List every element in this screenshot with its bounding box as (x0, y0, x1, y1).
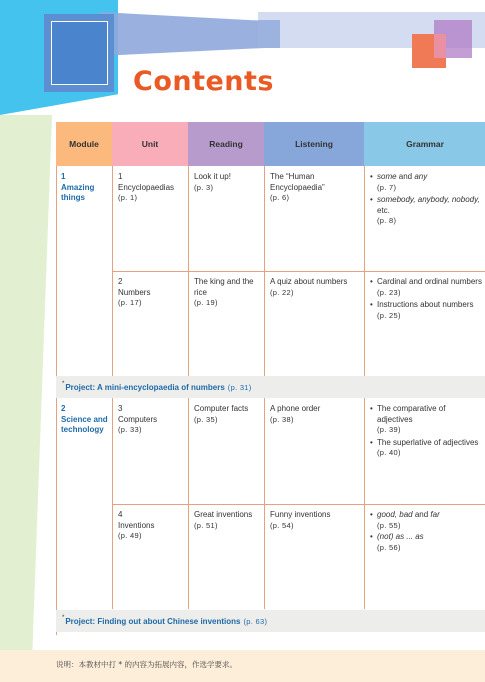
optional-marker: * (62, 381, 65, 387)
reading-page: (p. 51) (194, 520, 218, 530)
decor-pink-overlap (434, 34, 446, 58)
grammar-page: (p. 56) (377, 542, 401, 552)
unit-page: (p. 49) (118, 531, 142, 540)
unit-name: Encyclopaedias (118, 182, 175, 192)
grammar-item (370, 277, 482, 298)
reading-1 (194, 172, 262, 193)
module-number: 1 (61, 172, 66, 181)
listening-title: Funny inventions (270, 510, 331, 519)
header-grammar: Grammar (364, 122, 485, 166)
project-page: (p. 63) (243, 616, 268, 626)
decor-green-strip (0, 115, 52, 655)
unit-2 (118, 277, 186, 309)
grammar-page: (p. 7) (377, 182, 397, 192)
footer-note: 说明：本教材中打 * 的内容为拓展内容，作选学要求。 (56, 660, 238, 669)
grammar-1 (370, 172, 482, 227)
header-listening: Listening (264, 122, 364, 166)
listening-3 (270, 404, 362, 425)
listening-page: (p. 38) (270, 414, 294, 424)
grammar-term: some (377, 172, 397, 181)
reading-2 (194, 277, 262, 309)
listening-2 (270, 277, 362, 298)
project-1 (56, 376, 485, 398)
grid-line (112, 504, 485, 505)
grammar-page: (p. 8) (377, 216, 397, 225)
grammar-item (370, 404, 482, 436)
grammar-3 (370, 404, 482, 459)
reading-4 (194, 510, 262, 531)
grammar-item (370, 532, 482, 553)
unit-name: Numbers (118, 287, 151, 297)
unit-1 (118, 172, 186, 204)
module-number: 2 (61, 404, 66, 413)
grammar-item (370, 438, 482, 459)
listening-title: A quiz about numbers (270, 277, 348, 286)
header-module: Module (56, 122, 112, 166)
reading-page: (p. 3) (194, 182, 214, 192)
grammar-connector: etc. (377, 205, 390, 215)
reading-title: The king and the rice (194, 277, 254, 297)
module-2 (61, 404, 115, 436)
grammar-text: Cardinal and ordinal numbers (377, 277, 482, 286)
listening-1 (270, 172, 340, 204)
module-name-line1: Amazing (61, 182, 95, 192)
project-label: Project: Finding out about Chinese inventions (65, 616, 241, 626)
reading-title: Computer facts (194, 404, 249, 413)
decor-blue-band (100, 12, 280, 56)
unit-3 (118, 404, 186, 436)
unit-number: 3 (118, 404, 123, 413)
module-name-line2: technology (61, 425, 104, 434)
grammar-page: (p. 25) (377, 310, 401, 320)
decor-blue-square-outline (51, 21, 108, 85)
grammar-page: (p. 55) (377, 520, 401, 530)
grammar-2 (370, 277, 482, 321)
grammar-item (370, 172, 482, 193)
unit-name: Inventions (118, 520, 155, 530)
grammar-text: The superlative of adjectives (377, 437, 479, 447)
reading-title: Look it up! (194, 172, 231, 181)
grammar-term: any (414, 172, 428, 181)
grammar-item (370, 195, 482, 227)
unit-name: Computers (118, 414, 158, 424)
listening-page: (p. 6) (270, 193, 290, 202)
grammar-term: (not) as ... as (377, 532, 424, 541)
unit-page: (p. 33) (118, 425, 142, 434)
module-name-line2: things (61, 193, 85, 202)
project-page: (p. 31) (227, 382, 252, 392)
grammar-term: far (430, 510, 440, 519)
grammar-text: The comparative of adjectives (377, 404, 446, 424)
listening-4 (270, 510, 362, 531)
grammar-page: (p. 40) (377, 448, 401, 457)
listening-title: The “Human Encyclopaedia” (270, 172, 325, 192)
reading-page: (p. 35) (194, 414, 218, 424)
decor-band-square (258, 20, 280, 48)
unit-number: 1 (118, 172, 123, 181)
grammar-text: Instructions about numbers (377, 300, 474, 309)
contents-table (56, 122, 485, 635)
reading-title: Great inventions (194, 510, 253, 519)
header-unit: Unit (112, 122, 188, 166)
grammar-term: somebody, anybody, nobody, (377, 195, 480, 204)
listening-page: (p. 54) (270, 520, 294, 530)
unit-4 (118, 510, 186, 542)
page-title: Contents (133, 66, 275, 97)
module-1 (61, 172, 111, 204)
optional-marker: * (62, 615, 65, 621)
grammar-page: (p. 39) (377, 425, 401, 434)
unit-page: (p. 17) (118, 298, 142, 307)
project-label: Project: A mini-encyclopaedia of numbers (65, 382, 225, 392)
listening-page: (p. 22) (270, 287, 294, 297)
grid-line (56, 166, 57, 635)
unit-number: 4 (118, 510, 123, 519)
grammar-connector: and (396, 172, 415, 181)
grammar-page: (p. 23) (377, 287, 401, 297)
header-reading: Reading (188, 122, 264, 166)
grammar-item (370, 510, 482, 531)
reading-page: (p. 19) (194, 298, 218, 307)
reading-3 (194, 404, 262, 425)
unit-number: 2 (118, 277, 123, 286)
grid-line (112, 271, 485, 272)
project-2 (56, 610, 485, 632)
grammar-4 (370, 510, 482, 553)
listening-title: A phone order (270, 404, 321, 413)
unit-page: (p. 1) (118, 193, 138, 202)
grammar-item (370, 300, 482, 321)
grammar-connector: and (412, 510, 431, 519)
module-name-line1: Science and (61, 414, 108, 424)
grammar-term: good, bad (377, 510, 413, 519)
